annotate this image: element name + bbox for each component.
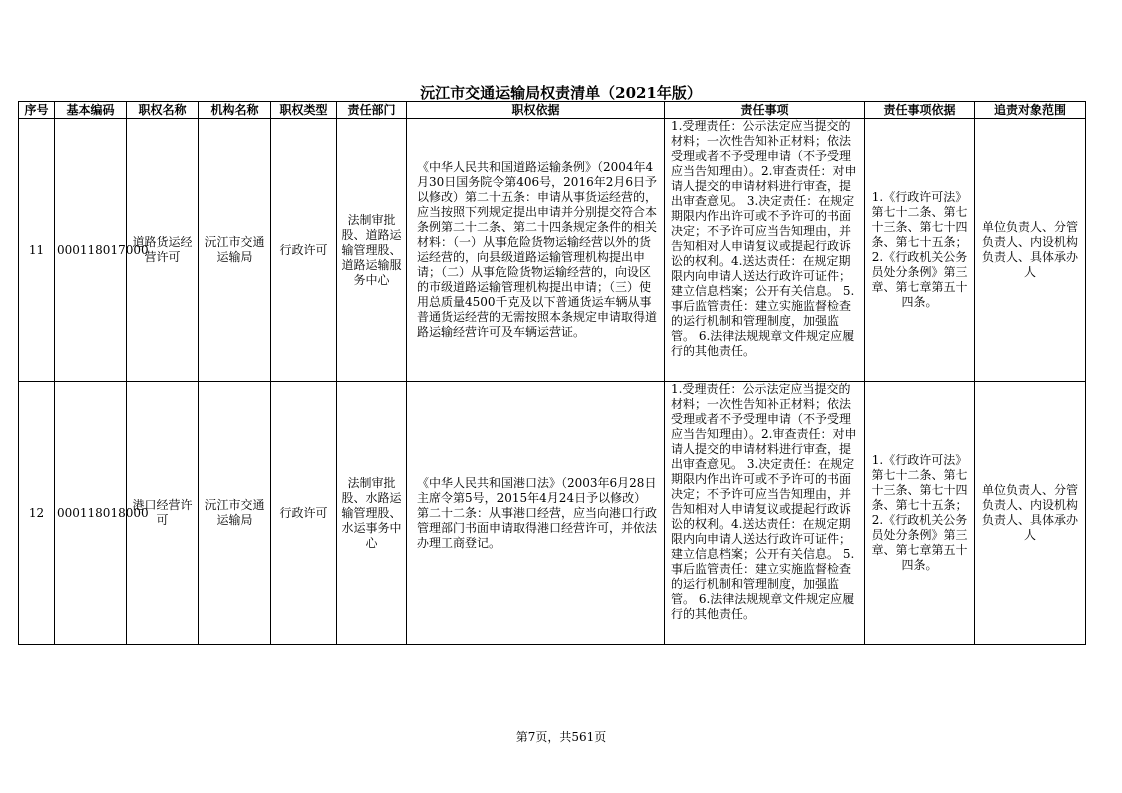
cell-power-name: 道路货运经营许可 <box>127 119 199 382</box>
cell-code: 000118017000 <box>55 119 127 382</box>
responsibility-table <box>18 101 1086 645</box>
header-org: 机构名称 <box>199 102 271 119</box>
cell-items-text: 1.受理责任：公示法定应当提交的材料；一次性告知补正材料；依法受理或者不予受理申请（不予受理应当告知理由）。2.审查责任：对申请人提交的申请材料进行审查，提出审查意见。 3.决定责任：在规定期限内作出许可或不予许可的书面决定；不予许可应当告知理由，并告知相对人申请复议或提起行政诉讼的权利。4.送达责任：在规定期限内向申请人送达行政许可证件；建立信息档案；公开有关信息。 5.事后监管责任：建立实施监督检查的运行机制和管理制度，加强监管。 6.法律法规规章文件规定应履行的其他责任。 <box>671 119 857 358</box>
header-item-basis: 责任事项依据 <box>865 102 975 119</box>
header-seq: 序号 <box>19 102 55 119</box>
cell-item-basis: 1.《行政许可法》第七十二条、第七十三条、第七十四条、第七十五条；2.《行政机关公务员处分条例》第三章、第七章第五十四条。 <box>865 119 975 382</box>
header-dept: 责任部门 <box>337 102 407 119</box>
cell-org: 沅江市交通运输局 <box>199 382 271 645</box>
header-scope: 追责对象范围 <box>975 102 1086 119</box>
header-code: 基本编码 <box>55 102 127 119</box>
cell-seq: 12 <box>19 382 55 645</box>
cell-basis: 《中华人民共和国港口法》（2003年6月28日主席令第5号，2015年4月24日予以修改）第二十二条：从事港口经营，应当向港口行政管理部门书面申请取得港口经营许可，并依法办理工商登记。 <box>407 382 665 645</box>
cell-items <box>665 382 865 645</box>
header-items: 责任事项 <box>665 102 865 119</box>
cell-scope: 单位负责人、分管负责人、内设机构负责人、具体承办人 <box>975 382 1086 645</box>
cell-dept: 法制审批股、道路运输管理股、道路运输服务中心 <box>337 119 407 382</box>
header-power-type: 职权类型 <box>271 102 337 119</box>
cell-power-type: 行政许可 <box>271 382 337 645</box>
cell-scope: 单位负责人、分管负责人、内设机构负责人、具体承办人 <box>975 119 1086 382</box>
page-number: 第7页，共561页 <box>515 730 607 744</box>
table-row <box>19 382 1086 645</box>
table-header-row <box>19 102 1086 119</box>
header-power-name: 职权名称 <box>127 102 199 119</box>
header-basis: 职权依据 <box>407 102 665 119</box>
document-title: 沅江市交通运输局权责清单（2021年版） <box>420 84 702 102</box>
cell-basis: 《中华人民共和国道路运输条例》（2004年4月30日国务院令第406号，2016年2月6日予以修改）第二十五条：申请从事货运经营的，应当按照下列规定提出申请并分别提交符合本条例第二十二条、第二十四条规定条件的相关材料：（一）从事危险货物运输经营以外的货运经营的，向县级道路运输管理机构提出申请；（二）从事危险货物运输经营的，向设区的市级道路运输管理机构提出申请；（三）使用总质量4500千克及以下普通货运车辆从事普通货运经营的无需按照本条规定申请取得道路运输经营许可及车辆运营证。 <box>407 119 665 382</box>
table-row <box>19 119 1086 382</box>
cell-code: 000118018000 <box>55 382 127 645</box>
cell-power-name: 港口经营许可 <box>127 382 199 645</box>
cell-items <box>665 119 865 382</box>
cell-item-basis: 1.《行政许可法》第七十二条、第七十三条、第七十四条、第七十五条；2.《行政机关公务员处分条例》第三章、第七章第五十四条。 <box>865 382 975 645</box>
cell-power-type: 行政许可 <box>271 119 337 382</box>
cell-items-text: 1.受理责任：公示法定应当提交的材料；一次性告知补正材料；依法受理或者不予受理申请（不予受理应当告知理由）。2.审查责任：对申请人提交的申请材料进行审查，提出审查意见。 3.决定责任：在规定期限内作出许可或不予许可的书面决定；不予许可应当告知理由，并告知相对人申请复议或提起行政诉讼的权利。4.送达责任：在规定期限内向申请人送达行政许可证件；建立信息档案；公开有关信息。 5.事后监管责任：建立实施监督检查的运行机制和管理制度，加强监管。 6.法律法规规章文件规定应履行的其他责任。 <box>671 382 857 621</box>
cell-org: 沅江市交通运输局 <box>199 119 271 382</box>
cell-dept: 法制审批股、水路运输管理股、水运事务中心 <box>337 382 407 645</box>
cell-seq: 11 <box>19 119 55 382</box>
